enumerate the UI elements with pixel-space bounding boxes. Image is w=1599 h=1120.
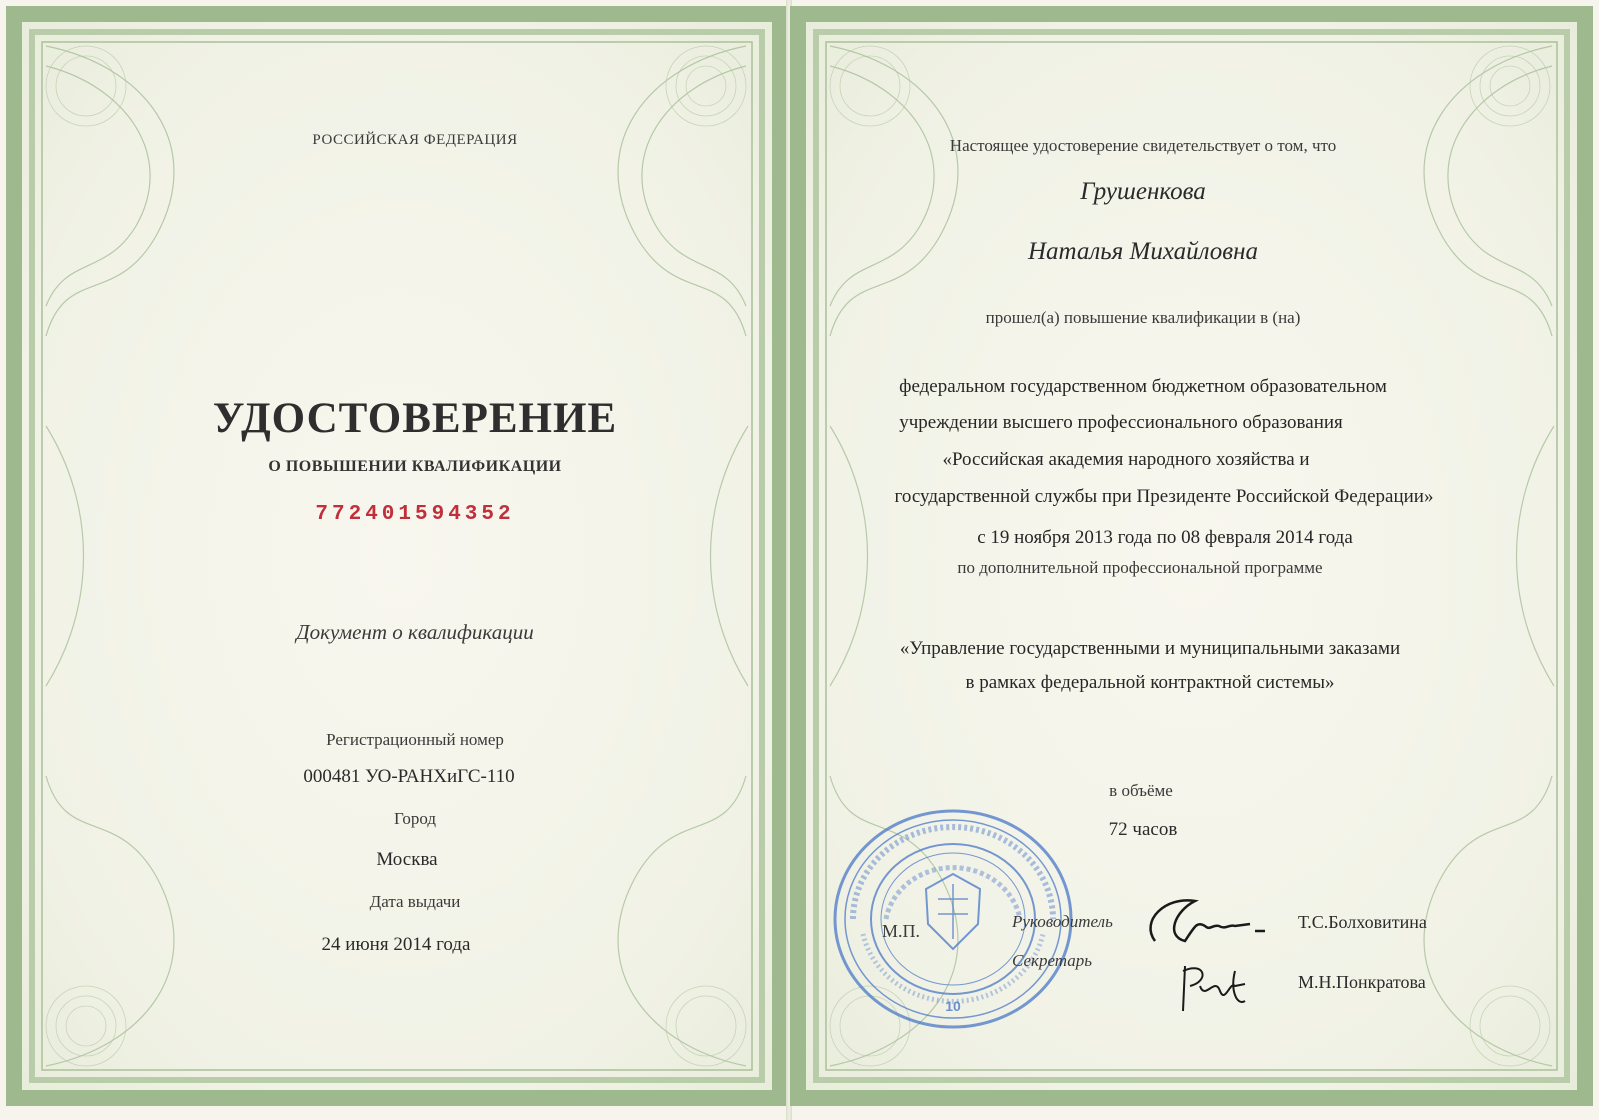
program-line: «Управление государственными и муниципальными заказами [899,638,1401,659]
completed-text: прошел(а) повышение квалификации в (на) [985,308,1301,327]
volume-hours: 72 часов [1108,819,1178,840]
head-name: Т.С.Болховитина [1298,912,1427,932]
reg-number: 000481 УО-РАНХиГС-110 [303,766,515,787]
volume-label: в объёме [1109,781,1173,800]
document-title: УДОСТОВЕРЕНИЕ [212,395,618,442]
city: Москва [376,849,438,870]
seal-number: 10 [945,998,961,1014]
document-type: Документ о квалификации [296,620,534,644]
secretary-signature [1175,956,1275,1016]
org-line: федеральном государственном бюджетном образовательном [899,376,1387,397]
org-line: государственной службы при Президенте Российской Федерации» [894,486,1434,507]
right-page [790,6,1593,1106]
secretary-label: Секретарь [1012,951,1092,970]
org-line: учреждении высшего профессионального образования [899,412,1343,433]
secretary-name: М.Н.Понкратова [1298,972,1426,992]
program-label: по дополнительной профессиональной программе [957,558,1323,577]
issue-date: 24 июня 2014 года [321,934,471,955]
reg-number-label: Регистрационный номер [326,730,504,749]
intro-text: Настоящее удостоверение свидетельствует о том, что [949,136,1337,155]
program-line: в рамках федеральной контрактной системы» [965,672,1335,693]
issue-date-label: Дата выдачи [369,892,461,911]
head-label: Руководитель [1012,912,1113,931]
left-page [6,6,788,1106]
country-label: РОССИЙСКАЯ ФЕДЕРАЦИЯ [312,132,518,148]
surname: Грушенкова [1080,178,1206,205]
org-line: «Российская академия народного хозяйства и [942,449,1310,470]
head-signature [1135,886,1285,966]
given-names: Наталья Михайловна [1027,238,1259,265]
document-subtitle: О ПОВЫШЕНИИ КВАЛИФИКАЦИИ [268,458,562,475]
stamp-label: М.П. [882,921,921,941]
study-period: с 19 ноября 2013 года по 08 февраля 2014 года [977,527,1353,548]
city-label: Город [394,809,436,828]
serial-number: 772401594352 [315,503,515,526]
